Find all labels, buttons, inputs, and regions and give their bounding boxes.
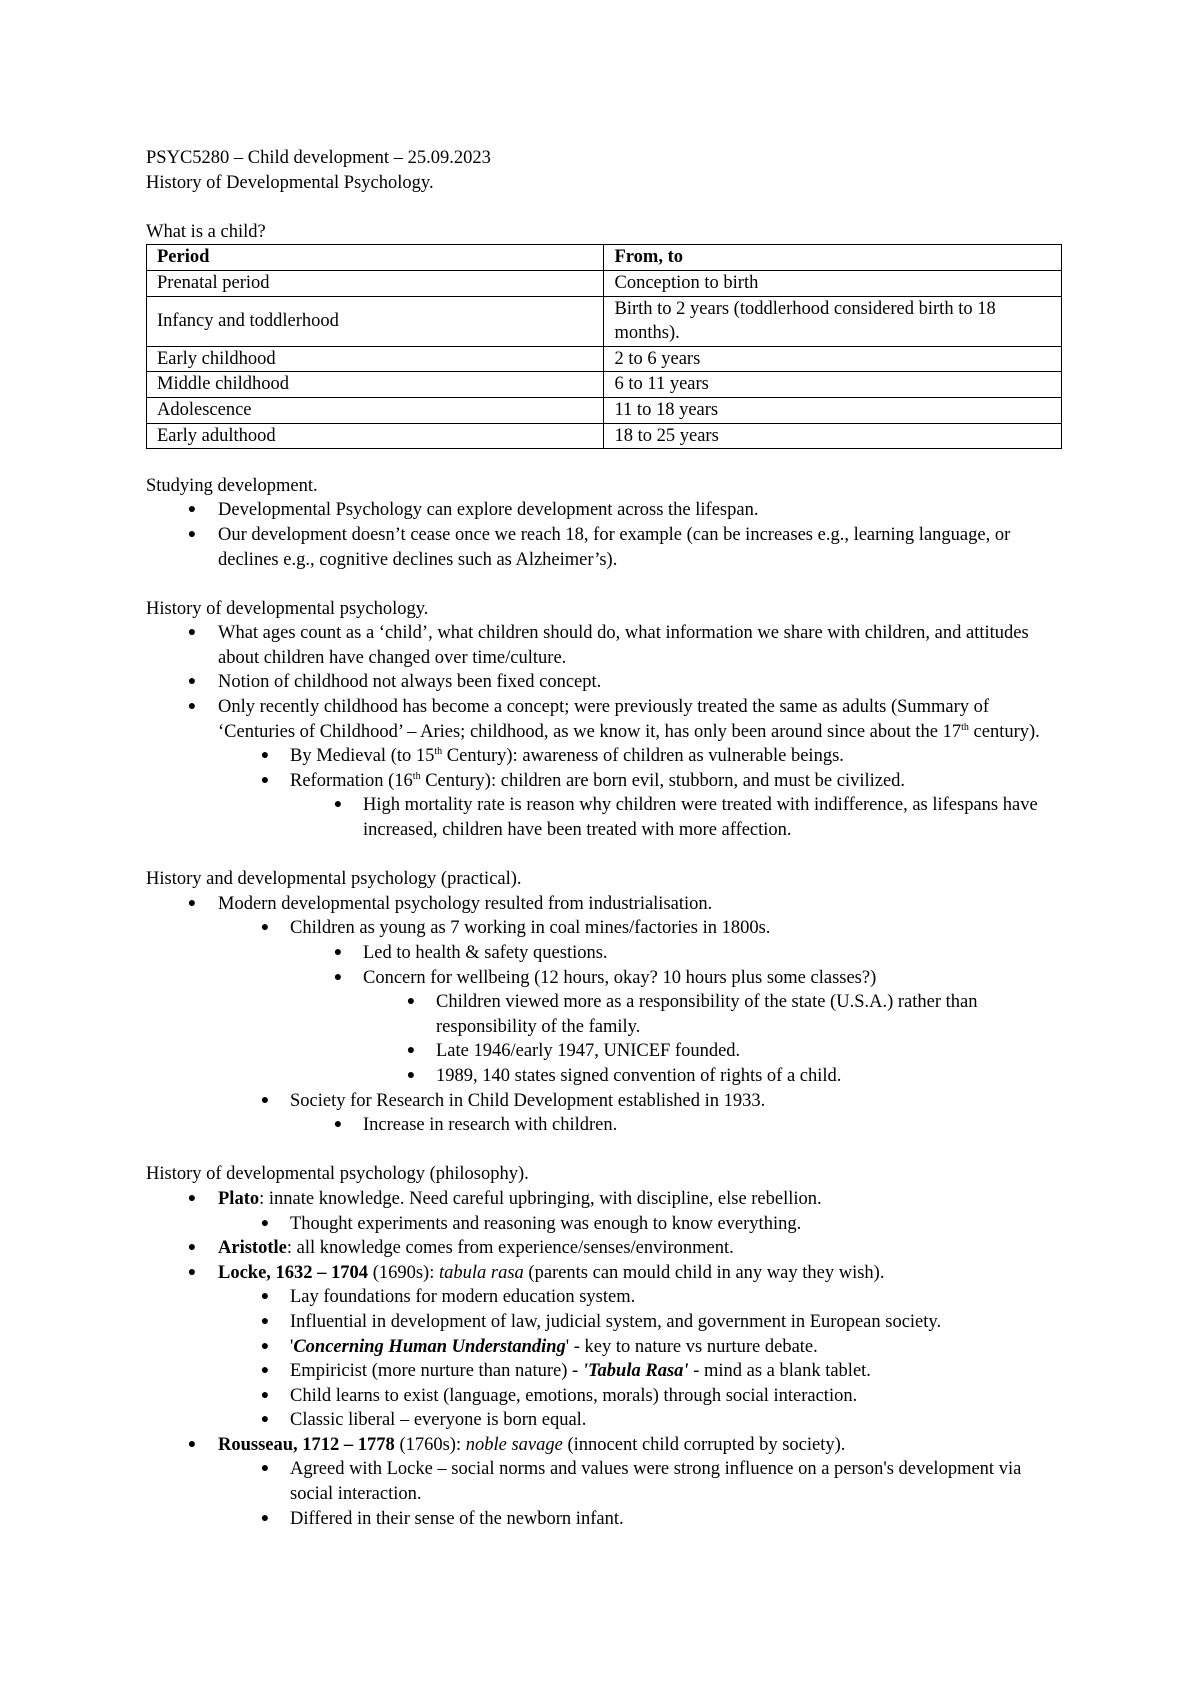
blank-line [146,1138,1066,1163]
list-item-text: Influential in development of law, judicial system, and government in European society. [290,1311,942,1332]
bullet-icon: ● [260,748,270,764]
bullet-icon: ● [333,945,343,960]
bullet-icon: ● [187,1264,197,1280]
list-item-text: Century): children are born evil, stubborn, and must be civilized. [420,770,906,791]
bullet-icon: ● [187,674,197,690]
italic-term: noble savage [465,1434,563,1455]
table-row [147,423,1062,449]
list-item [146,1285,1066,1310]
list-item-text: Children viewed more as a responsibility of the state (U.S.A.) rather than responsibility of the family. [436,992,978,1037]
list-item [146,990,1066,1039]
bullet-icon: ● [260,772,270,788]
list-item-text: Concern for wellbeing (12 hours, okay? 10 hours plus some classes?) [363,967,877,988]
bullet-icon: ● [333,969,343,985]
list-item-text: Thought experiments and reasoning was enough to know everything. [290,1213,802,1234]
bullet-list [146,498,1066,572]
table-cell-range: 6 to 11 years [604,372,1062,398]
list-item [146,1064,1066,1089]
list-item-text: : all knowledge comes from experience/senses/environment. [286,1238,734,1259]
blank-line [146,195,1066,220]
bold-italic-term: 'Tabula Rasa' [582,1361,689,1382]
bullet-list [146,621,1066,842]
table-header-row [147,245,1062,271]
section-heading-history: History of developmental psychology. [146,598,429,619]
list-item [146,621,1066,670]
bullet-icon: ● [406,1043,416,1059]
blank-line [146,449,1066,474]
list-item [146,1507,1066,1532]
section-heading-what-is-a-child: What is a child? [146,221,266,242]
table-cell-period: Middle childhood [147,372,604,398]
list-item-text: Only recently childhood has become a concept; were previously treated the same as adults (Summary of ‘Centuries of Childhood’ – Aries; childhood, as we know it, has only been around since about the 17 [218,697,990,742]
table-row [147,372,1062,398]
list-item-text: Century): awareness of children as vulnerable beings. [442,746,844,767]
bullet-icon: ● [260,1387,270,1403]
table-cell-period: Prenatal period [147,270,604,296]
bullet-icon: ● [260,1412,270,1428]
list-item [146,892,1066,917]
list-item-text: Children as young as 7 working in coal mines/factories in 1800s. [290,918,771,939]
bullet-icon: ● [260,1215,270,1231]
list-item [146,1261,1066,1286]
list-item-text: Lay foundations for modern education system. [290,1287,636,1308]
bullet-icon: ● [187,1240,197,1256]
bullet-icon: ● [260,1461,270,1477]
section-heading-practical: History and developmental psychology (practical). [146,869,522,890]
document-subtitle: History of Developmental Psychology. [146,172,434,193]
table-cell-range: Birth to 2 years (toddlerhood considered birth to 18 months). [604,296,1062,346]
bullet-icon: ● [187,699,197,715]
list-item [146,744,1066,769]
period-table [146,244,1062,449]
list-item-text: What ages count as a ‘child’, what children should do, what information we share with children, and attitudes about children have changed over time/culture. [218,623,1029,668]
list-item-text: century). [968,721,1040,742]
italic-term: tabula rasa [438,1262,524,1283]
bullet-list [146,892,1066,1138]
list-item [146,1359,1066,1384]
list-item [146,1236,1066,1261]
list-item-text: Developmental Psychology can explore development across the lifespan. [218,500,759,521]
table-cell-period: Adolescence [147,397,604,423]
list-item [146,793,1066,842]
list-item-text: ' [290,1336,294,1357]
philosopher-name: Aristotle [218,1238,287,1259]
list-item-text: Late 1946/early 1947, UNICEF founded. [436,1041,741,1062]
section-heading-studying: Studying development. [146,475,318,496]
list-item-text: (innocent child corrupted by society). [562,1434,846,1455]
blank-line [146,572,1066,597]
list-item [146,498,1066,523]
list-item-text: - mind as a blank tablet. [688,1361,871,1382]
table-cell-range: 2 to 6 years [604,346,1062,372]
list-item [146,1212,1066,1237]
table-cell-period: Early childhood [147,346,604,372]
table-row [147,270,1062,296]
bold-italic-title: Concerning Human Understanding [293,1336,566,1357]
bullet-icon: ● [260,920,270,936]
list-item [146,769,1066,794]
table-row [147,296,1062,346]
list-item-text: Child learns to exist (language, emotions, morals) through social interaction. [290,1385,858,1406]
table-cell-range: 11 to 18 years [604,397,1062,423]
table-cell-range: Conception to birth [604,270,1062,296]
table-cell-range: 18 to 25 years [604,423,1062,449]
list-item-text: : innate knowledge. Need careful upbringing, with discipline, else rebellion. [259,1188,822,1209]
list-item [146,941,1066,966]
document-content [146,146,1066,1531]
list-item-text: Our development doesn’t cease once we reach 18, for example (can be increases e.g., learning language, or declines e.g., cognitive declines such as Alzheimer’s). [218,524,1011,570]
table-cell-period: Infancy and toddlerhood [147,296,604,346]
list-item [146,1039,1066,1064]
list-item-text: Society for Research in Child Development established in 1933. [290,1090,766,1111]
course-line: PSYC5280 – Child development – 25.09.2023 [146,148,491,168]
list-item [146,916,1066,941]
list-item-text: Agreed with Locke – social norms and values were strong influence on a person's development via social interaction. [290,1459,1022,1505]
list-item [146,1089,1066,1114]
bullet-list [146,1187,1066,1531]
list-item-text: (parents can mould child in any way they wish). [523,1262,885,1283]
list-item [146,523,1066,572]
list-item-text: Empiricist (more nurture than nature) - [290,1361,583,1382]
list-item [146,1384,1066,1409]
list-item-text: Led to health & safety questions. [363,943,608,963]
superscript: th [434,746,443,758]
list-item-text: (1760s): [394,1434,466,1455]
list-item-text: ' - key to nature vs nurture debate. [565,1336,818,1357]
list-item [146,1457,1066,1506]
list-item-text: Increase in research with children. [363,1115,618,1136]
bullet-icon: ● [187,895,197,911]
table-header-from-to: From, to [604,245,1062,271]
list-item-text: High mortality rate is reason why children were treated with indifference, as lifespans have increased, children have been treated with more affection. [363,795,1038,841]
bullet-icon: ● [187,625,197,641]
bullet-icon: ● [187,1436,197,1452]
bullet-icon: ● [260,1363,270,1379]
bullet-icon: ● [260,1092,270,1108]
list-item [146,1433,1066,1458]
list-item [146,695,1066,744]
list-item [146,1335,1066,1360]
list-item-text: 1989, 140 states signed convention of rights of a child. [436,1065,842,1086]
list-item-text: Differed in their sense of the newborn infant. [290,1508,624,1529]
section-heading-philosophy: History of developmental psychology (philosophy). [146,1164,529,1185]
bullet-icon: ● [260,1338,270,1354]
list-item-text: Classic liberal – everyone is born equal. [290,1410,587,1431]
bullet-icon: ● [333,1117,343,1133]
bullet-icon: ● [333,797,343,813]
table-row [147,346,1062,372]
bullet-icon: ● [187,502,197,518]
list-item [146,1310,1066,1335]
list-item [146,670,1066,695]
table-header-period: Period [147,245,604,271]
table-row [147,397,1062,423]
list-item [146,1113,1066,1138]
table-cell-period: Early adulthood [147,423,604,449]
list-item-text: (1690s): [368,1262,439,1283]
bullet-icon: ● [260,1313,270,1329]
superscript: th [961,721,969,733]
blank-line [146,843,1066,868]
bullet-icon: ● [406,1067,416,1083]
list-item-text: Modern developmental psychology resulted from industrialisation. [218,893,713,914]
bullet-icon: ● [187,526,197,542]
list-item [146,1408,1066,1433]
list-item-text: By Medieval (to 15 [290,746,435,767]
philosopher-name: Plato [218,1188,260,1209]
bullet-icon: ● [260,1289,270,1305]
superscript: th [412,770,421,782]
bullet-icon: ● [187,1190,197,1206]
list-item [146,966,1066,991]
list-item-text: Notion of childhood not always been fixed concept. [218,672,602,693]
bullet-icon: ● [406,994,416,1010]
philosopher-name: Rousseau, 1712 – 1778 [218,1434,395,1455]
list-item [146,1187,1066,1212]
bullet-icon: ● [260,1510,270,1526]
philosopher-name: Locke, 1632 – 1704 [218,1262,369,1283]
list-item-text: Reformation (16 [290,770,413,791]
